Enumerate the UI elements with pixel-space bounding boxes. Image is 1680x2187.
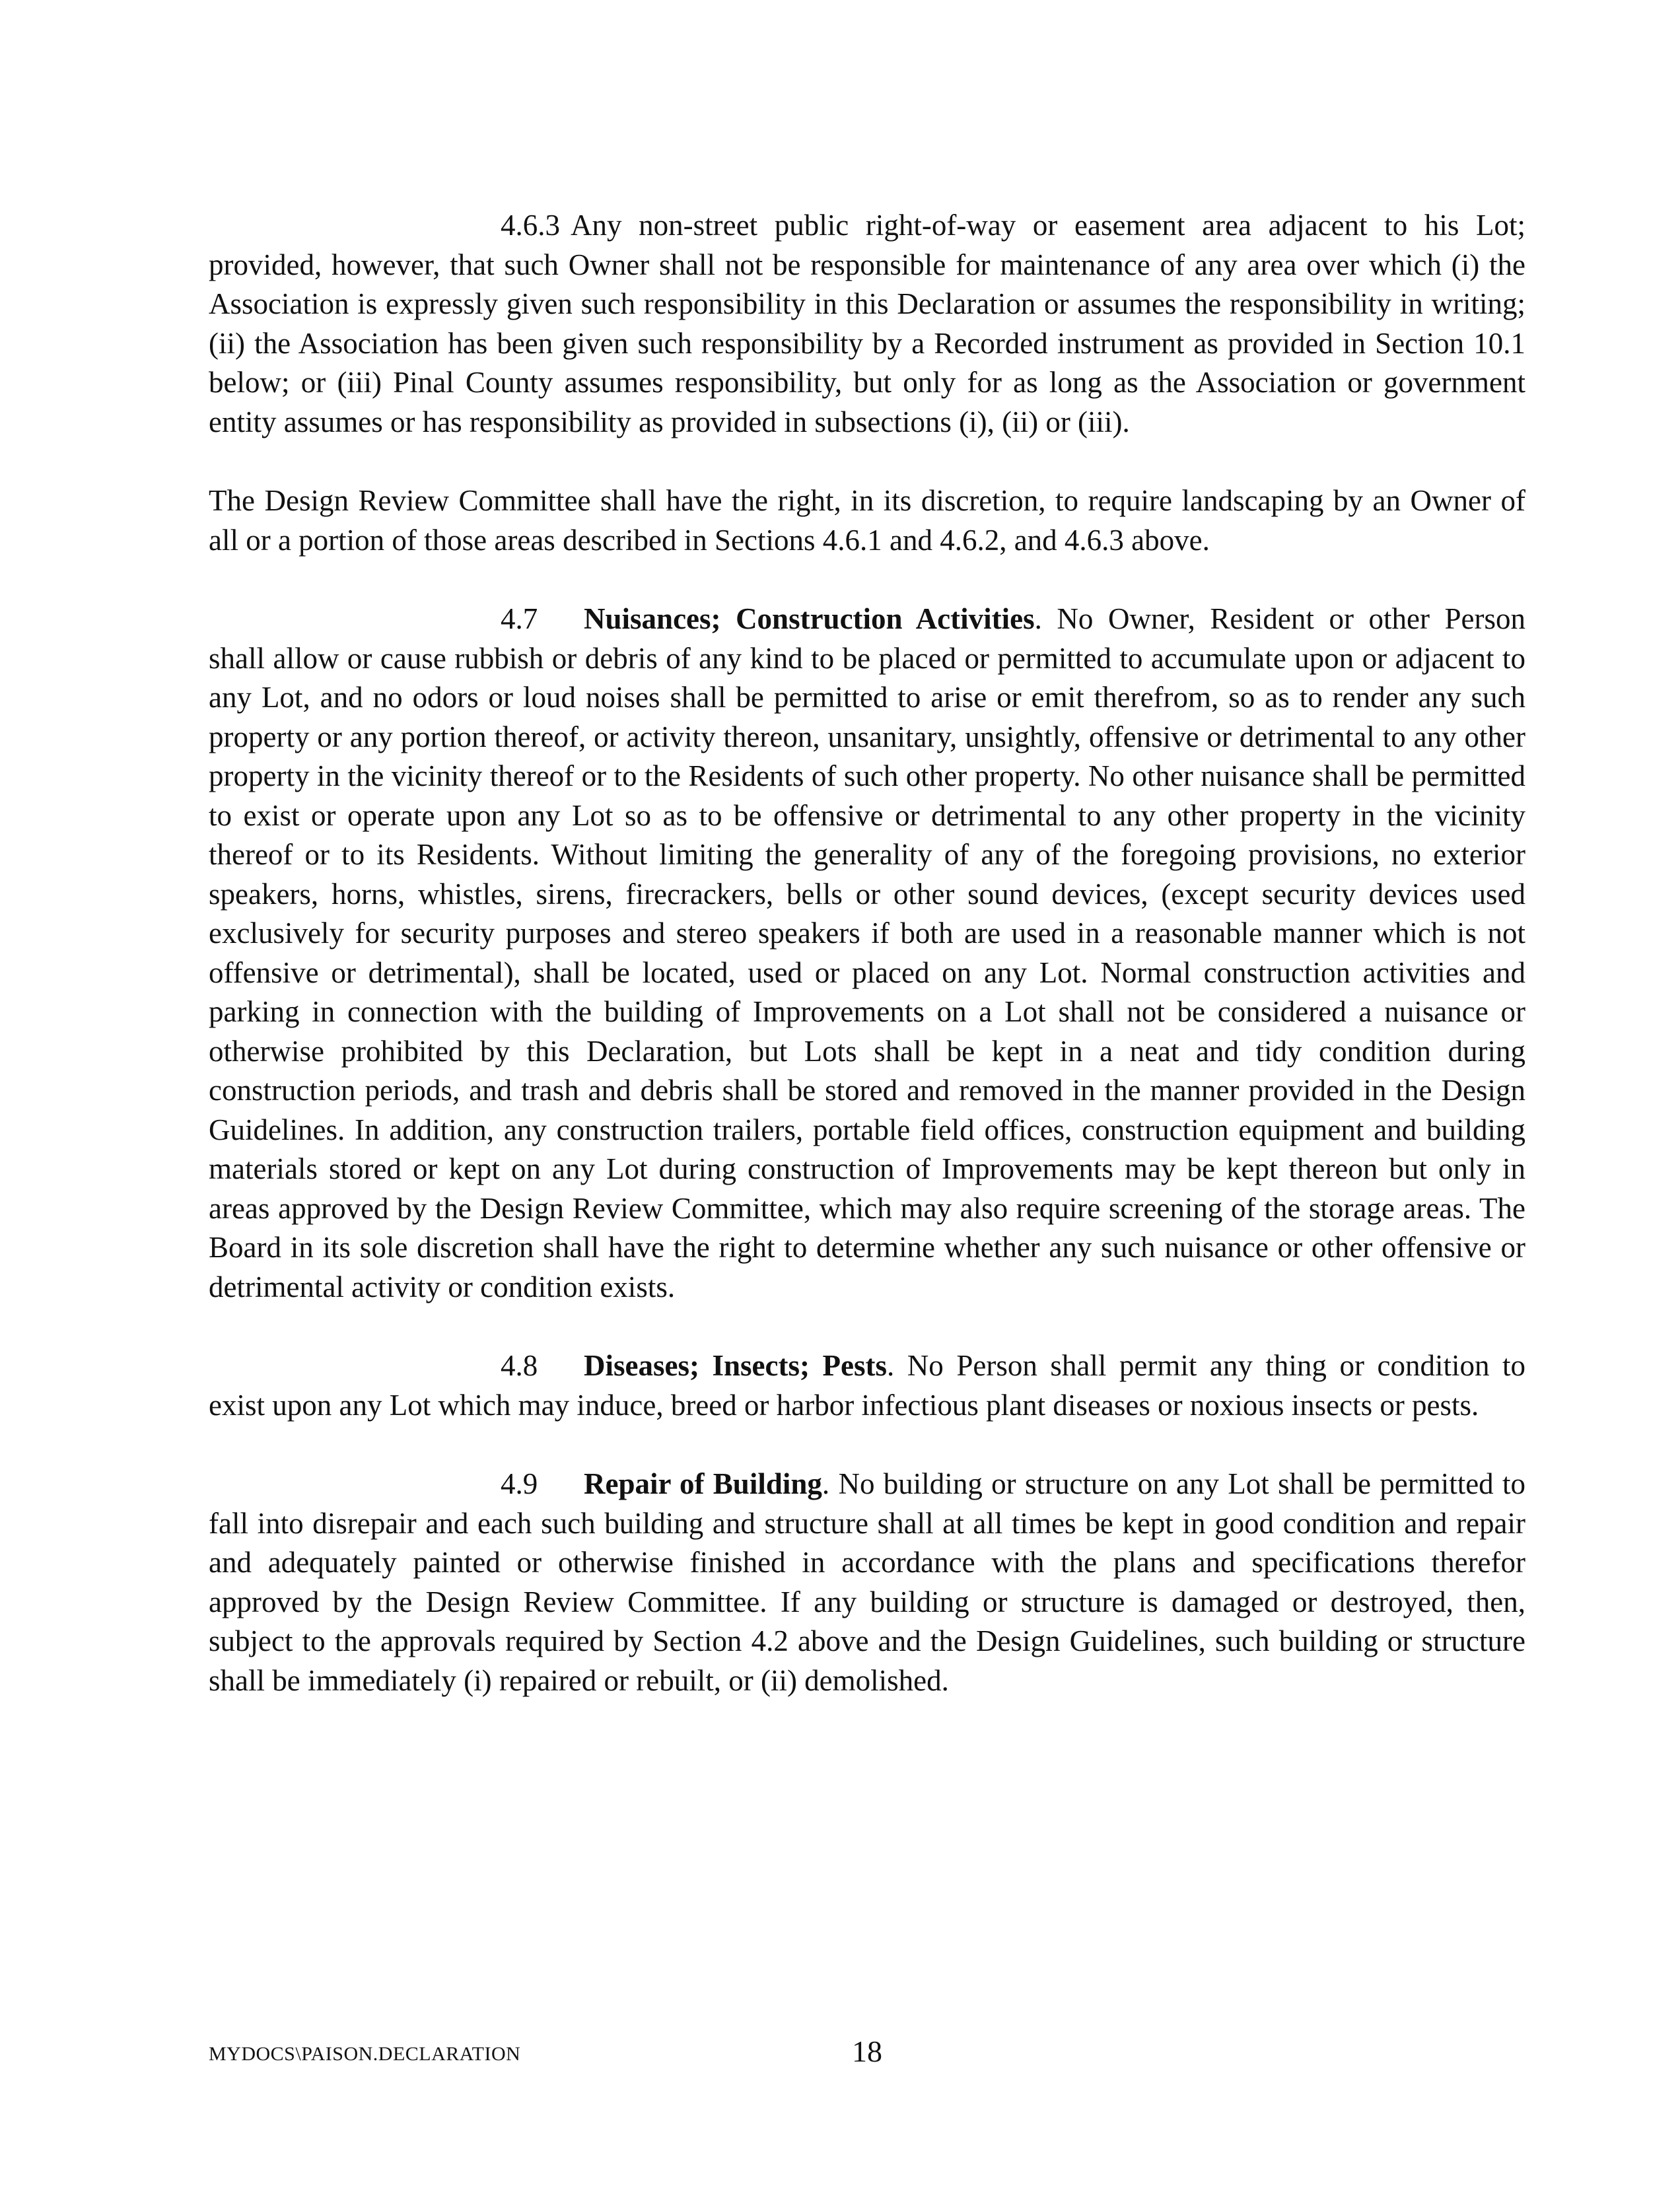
section-number: 4.6.3 (501, 209, 560, 242)
footer-document-id: MYDOCS\PAISON.DECLARATION (209, 2043, 521, 2065)
section-4-6-3 (209, 206, 1525, 442)
section-text: No Person shall permit any thing or condition to exist upon any Lot which may induce, breed or harbor infectious plant diseases or noxious insects or pests. (209, 1349, 1526, 1422)
section-heading: Nuisances; Construction Activities (584, 602, 1035, 635)
section-heading: Diseases; Insects; Pests (584, 1349, 887, 1382)
section-text: No building or structure on any Lot shall be permitted to fall into disrepair and each such building and structure shall at all times be kept in good condition and repair and adequately painted or otherwise finished in accordance with the plans and specifications therefor approved by the Design Review Committee. If any building or structure is damaged or destroyed, then, subject to the approvals required by Section 4.2 above and the Design Guidelines, such building or structure shall be immediately (i) repaired or rebuilt, or (ii) demolished. (209, 1467, 1526, 1697)
heading-period: . (1034, 602, 1057, 635)
section-text: Any non-street public right-of-way or easement area adjacent to his Lot; provided, however, that such Owner shall not be responsible for maintenance of any area over which (i) the Association is expressly given such responsibility in this Declaration or assumes the responsibility in writing; (ii) the Association has been given such responsibility by a Recorded instrument as provided in Section 10.1 below; or (iii) Pinal County assumes responsibility, but only for as long as the Association or government entity assumes or has responsibility as provided in subsections (i), (ii) or (iii). (209, 209, 1525, 438)
design-review-paragraph (209, 481, 1525, 560)
section-number: 4.7 (501, 602, 538, 635)
section-4-7 (209, 600, 1525, 1307)
section-text: No Owner, Resident or other Person shall allow or cause rubbish or debris of any kind to be placed or permitted to accumulate upon or adjacent to any Lot, and no odors or loud noises shall be permitted to arise or emit therefrom, so as to render any such property or any portion thereof, or activity thereon, unsanitary, unsightly, offensive or detrimental to any other property in the vicinity thereof or to the Residents of such other property. No other nuisance shall be permitted to exist or operate upon any Lot so as to be offensive or detrimental to any other property in the vicinity thereof or to its Residents. Without limiting the generality of any of the foregoing provisions, no exterior speakers, horns, whistles, sirens, firecrackers, bells or other sound devices, (except security devices used exclusively for security purposes and stereo speakers if both are used in a reasonable manner which is not offensive or detrimental), shall be located, used or placed on any Lot. Normal construction activities and parking in connection with the building of Improvements on a Lot shall not be considered a nuisance or otherwise prohibited by this Declaration, but Lots shall be kept in a neat and tidy condition during construction periods, and trash and debris shall be stored and removed in the manner provided in the Design Guidelines. In addition, any construction trailers, portable field offices, construction equipment and building materials stored or kept on any Lot during construction of Improvements may be kept thereon but only in areas approved by the Design Review Committee, which may also require screening of the storage areas. The Board in its sole discretion shall have the right to determine whether any such nuisance or other offensive or detrimental activity or condition exists. (209, 602, 1526, 1303)
section-number: 4.9 (501, 1467, 538, 1500)
section-4-9 (209, 1465, 1525, 1700)
section-number: 4.8 (501, 1349, 538, 1382)
page-number: 18 (852, 2034, 882, 2068)
paragraph-text: The Design Review Committee shall have the right, in its discretion, to require landscaping by an Owner of all or a portion of those areas described in Sections 4.6.1 and 4.6.2, and 4.6.3 above. (209, 484, 1525, 557)
heading-period: . (887, 1349, 907, 1382)
heading-period: . (822, 1467, 839, 1500)
section-heading: Repair of Building (584, 1467, 822, 1500)
document-body (209, 206, 1525, 1700)
section-4-8 (209, 1346, 1525, 1425)
